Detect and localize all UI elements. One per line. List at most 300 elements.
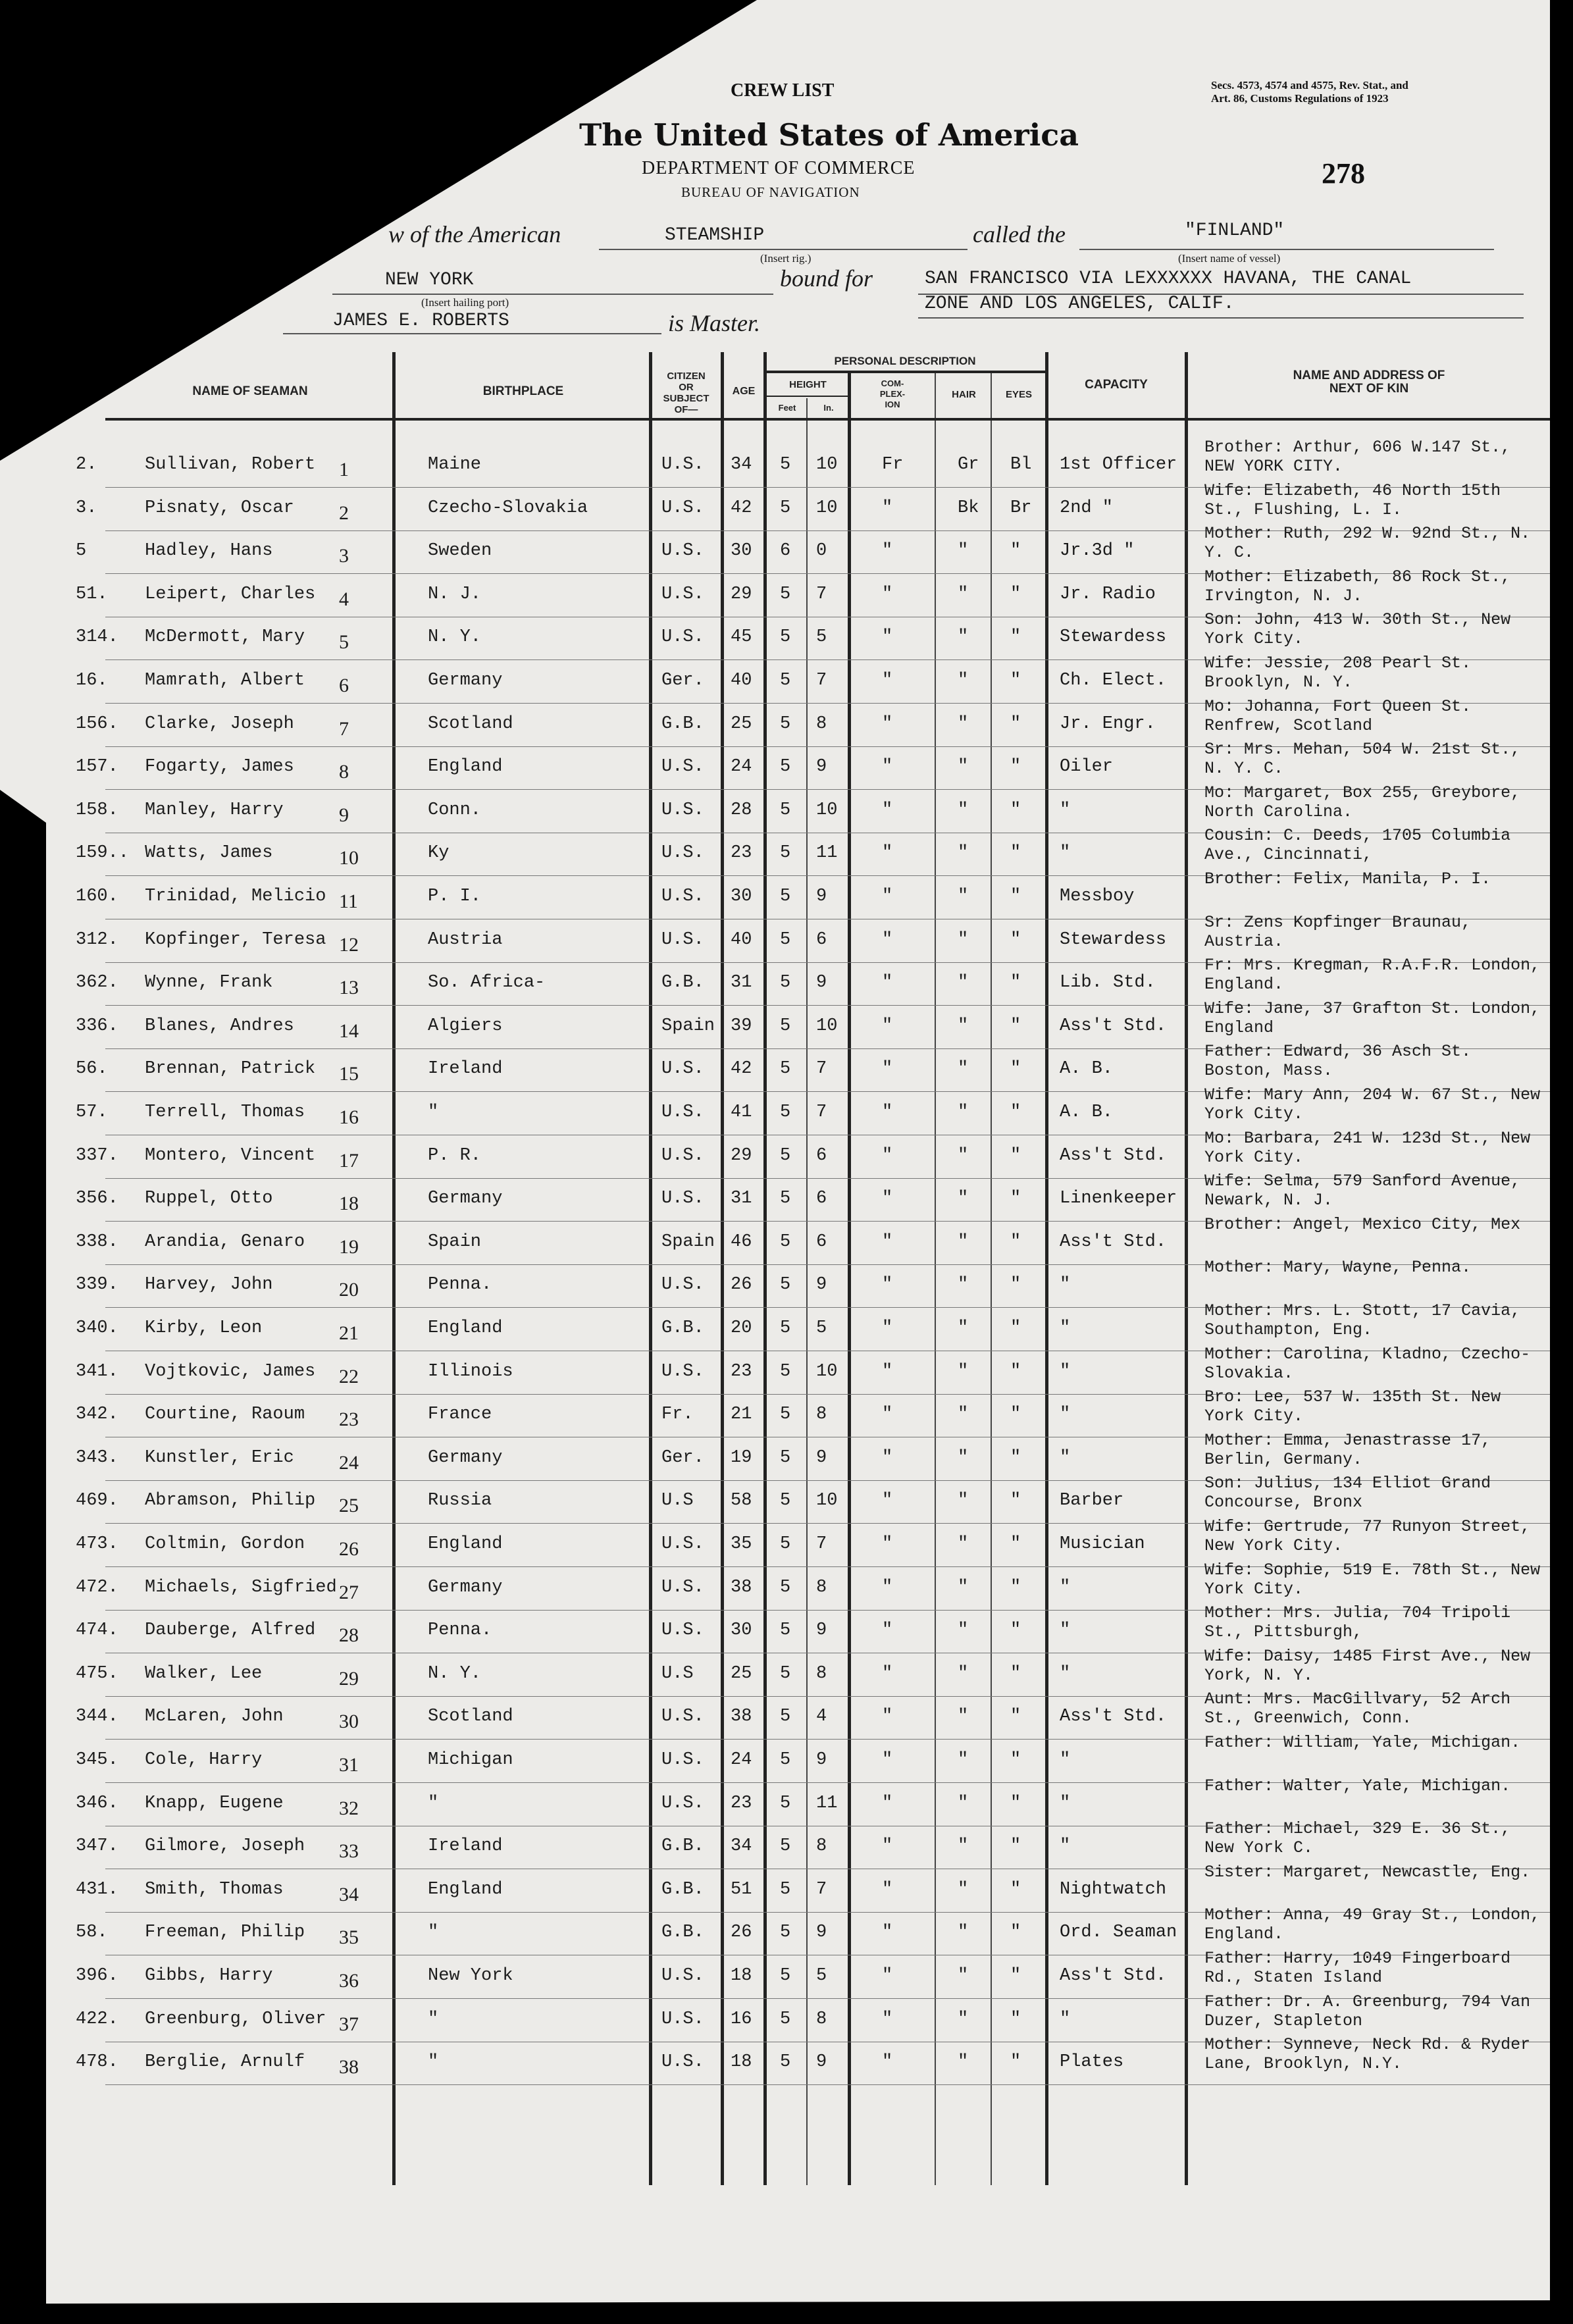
age: 31 xyxy=(731,973,752,993)
col-age: AGE xyxy=(732,386,756,397)
row-number: 36 xyxy=(339,1970,359,1992)
row-number: 9 xyxy=(339,804,349,826)
birthplace: New York xyxy=(428,1966,513,1986)
height-inches: 6 xyxy=(816,1231,827,1252)
hair: " xyxy=(958,671,969,690)
citizenship: G.B. xyxy=(661,1836,704,1857)
seaman-name: Montero, Vincent xyxy=(145,1145,316,1166)
eyes: " xyxy=(1010,2052,1021,2073)
hair: Bk xyxy=(958,498,979,518)
age: 24 xyxy=(731,757,752,777)
row-number: 30 xyxy=(339,1711,359,1733)
capacity: Musician xyxy=(1060,1534,1145,1554)
citizenship: U.S. xyxy=(661,1577,704,1597)
next-of-kin: Mother: Mrs. Julia, 704 Tripoli St., Pittsburgh, xyxy=(1204,1603,1511,1642)
eyes: " xyxy=(1010,929,1021,950)
age: 30 xyxy=(731,1620,752,1641)
row-number: 23 xyxy=(339,1408,359,1431)
height-feet: 5 xyxy=(780,1318,791,1338)
row-number: 16 xyxy=(339,1106,359,1128)
row-number: 7 xyxy=(339,717,349,740)
capacity: A. B. xyxy=(1060,1102,1114,1122)
seaman-id: 431. xyxy=(76,1879,118,1899)
seaman-id: 56. xyxy=(76,1059,108,1079)
height-inches: 9 xyxy=(816,973,827,993)
next-of-kin: Father: Harry, 1049 Fingerboard Rd., Staten Island xyxy=(1204,1949,1511,1987)
seaman-name: Terrell, Thomas xyxy=(145,1102,305,1122)
citizenship: G.B. xyxy=(661,1923,704,1943)
eyes: " xyxy=(1010,1361,1021,1381)
birthplace: Penna. xyxy=(428,1275,492,1295)
row-number: 26 xyxy=(339,1538,359,1560)
birthplace: England xyxy=(428,1534,503,1554)
row-number: 15 xyxy=(339,1063,359,1085)
birthplace: N. Y. xyxy=(428,1663,482,1684)
age: 45 xyxy=(731,627,752,648)
citizenship: U.S. xyxy=(661,1145,704,1166)
col-birthplace: BIRTHPLACE xyxy=(482,384,564,398)
citizenship: U.S. xyxy=(661,1275,704,1295)
complexion: " xyxy=(882,1361,893,1381)
citizenship: G.B. xyxy=(661,713,704,734)
birthplace: England xyxy=(428,757,503,777)
birthplace: So. Africa- xyxy=(428,973,546,993)
complexion: " xyxy=(882,1707,893,1727)
citizenship: G.B. xyxy=(661,973,704,993)
height-feet: 5 xyxy=(780,973,791,993)
row-number: 6 xyxy=(339,675,349,696)
seaman-id: 3. xyxy=(76,498,97,518)
capacity: Nightwatch xyxy=(1060,1879,1167,1899)
hair: " xyxy=(958,1145,969,1166)
height-feet: 5 xyxy=(780,713,791,734)
hair: " xyxy=(958,1016,969,1036)
eyes: " xyxy=(1010,2009,1021,2029)
seaman-name: Pisnaty, Oscar xyxy=(145,498,294,518)
next-of-kin: Mother: Mary, Wayne, Penna. xyxy=(1204,1258,1472,1278)
height-inches: 8 xyxy=(816,1577,827,1597)
birthplace: England xyxy=(428,1318,503,1338)
complexion: " xyxy=(882,627,893,648)
birthplace: Algiers xyxy=(428,1016,503,1036)
complexion: " xyxy=(882,1189,893,1209)
complexion: " xyxy=(882,1879,893,1899)
insert-rig-label: (Insert rig.) xyxy=(760,252,812,265)
row-number: 12 xyxy=(339,933,359,956)
birthplace: " xyxy=(428,1793,439,1813)
birthplace: Spain xyxy=(428,1231,482,1252)
complexion: " xyxy=(882,1836,893,1857)
row-number: 20 xyxy=(339,1279,359,1301)
eyes: " xyxy=(1010,1707,1021,1727)
age: 40 xyxy=(731,929,752,950)
eyes: " xyxy=(1010,843,1021,864)
seaman-id: 342. xyxy=(76,1405,118,1425)
citizenship: U.S. xyxy=(661,1793,704,1813)
birthplace: Michigan xyxy=(428,1750,513,1770)
capacity: Stewardess xyxy=(1060,929,1167,950)
hair: " xyxy=(958,1275,969,1295)
height-inches: 8 xyxy=(816,1405,827,1425)
height-inches: 7 xyxy=(816,1534,827,1554)
age: 30 xyxy=(731,541,752,561)
next-of-kin: Wife: Jessie, 208 Pearl St. Brooklyn, N. Y. xyxy=(1204,654,1472,692)
insert-port-label: (Insert hailing port) xyxy=(421,296,509,309)
citizenship: U.S. xyxy=(661,1707,704,1727)
height-feet: 5 xyxy=(780,1016,791,1036)
citizenship: U.S. xyxy=(661,627,704,648)
complexion: " xyxy=(882,800,893,820)
seaman-name: McDermott, Mary xyxy=(145,627,305,648)
complexion: " xyxy=(882,1577,893,1597)
birthplace: P. R. xyxy=(428,1145,482,1166)
seaman-id: 473. xyxy=(76,1534,118,1554)
height-feet: 5 xyxy=(780,1836,791,1857)
eyes: " xyxy=(1010,1620,1021,1641)
birthplace: Germany xyxy=(428,1447,503,1468)
height-inches: 5 xyxy=(816,1318,827,1338)
age: 39 xyxy=(731,1016,752,1036)
birthplace: P. I. xyxy=(428,887,482,906)
row-number: 31 xyxy=(339,1754,359,1776)
row-number: 19 xyxy=(339,1235,359,1258)
complexion: " xyxy=(882,1663,893,1684)
height-inches: 8 xyxy=(816,2009,827,2029)
complexion: " xyxy=(882,1534,893,1554)
eyes: " xyxy=(1010,1405,1021,1425)
col-hair: HAIR xyxy=(952,389,976,400)
citizenship: U.S. xyxy=(661,498,704,518)
row-number: 32 xyxy=(339,1797,359,1819)
seaman-id: 314. xyxy=(76,627,118,648)
eyes: " xyxy=(1010,627,1021,648)
complexion: " xyxy=(882,1405,893,1425)
height-inches: 7 xyxy=(816,584,827,604)
citizenship: Spain xyxy=(661,1231,715,1252)
age: 21 xyxy=(731,1405,752,1425)
eyes: " xyxy=(1010,1059,1021,1079)
department-heading: DEPARTMENT OF COMMERCE xyxy=(642,158,915,178)
capacity: Barber xyxy=(1060,1491,1124,1511)
col-name-of-seaman: NAME OF SEAMAN xyxy=(192,384,308,398)
capacity: Ass't Std. xyxy=(1060,1145,1167,1166)
age: 28 xyxy=(731,800,752,820)
birthplace: " xyxy=(428,1923,439,1943)
seaman-id: 158. xyxy=(76,800,118,820)
height-feet: 5 xyxy=(780,800,791,820)
citizenship: Ger. xyxy=(661,1447,704,1468)
row-number: 22 xyxy=(339,1365,359,1387)
complexion: " xyxy=(882,1620,893,1641)
birthplace: " xyxy=(428,2009,439,2029)
citizenship: U.S. xyxy=(661,2009,704,2029)
citizenship: G.B. xyxy=(661,1318,704,1338)
eyes: " xyxy=(1010,1793,1021,1813)
next-of-kin: Mother: Anna, 49 Gray St., London, England. xyxy=(1204,1905,1541,1944)
complexion: " xyxy=(882,757,893,777)
seaman-id: 339. xyxy=(76,1275,118,1295)
eyes: " xyxy=(1010,1663,1021,1684)
seaman-id: 422. xyxy=(76,2009,118,2029)
next-of-kin: Son: John, 413 W. 30th St., New York City. xyxy=(1204,610,1511,649)
seaman-name: Abramson, Philip xyxy=(145,1491,316,1511)
age: 29 xyxy=(731,584,752,604)
citizenship: U.S. xyxy=(661,887,704,906)
row-number: 37 xyxy=(339,2013,359,2035)
hair: " xyxy=(958,1879,969,1899)
citizenship: U.S. xyxy=(661,1620,704,1641)
seaman-name: Mamrath, Albert xyxy=(145,671,305,690)
row-number: 14 xyxy=(339,1020,359,1042)
height-feet: 5 xyxy=(780,498,791,518)
birthplace: Germany xyxy=(428,1189,503,1209)
seaman-id: 362. xyxy=(76,973,118,993)
row-number: 25 xyxy=(339,1495,359,1517)
capacity: " xyxy=(1060,1663,1071,1684)
hair: " xyxy=(958,584,969,604)
birthplace: Illinois xyxy=(428,1361,513,1381)
col-personal-description: PERSONAL DESCRIPTION xyxy=(834,355,976,367)
next-of-kin: Fr: Mrs. Kregman, R.A.F.R. London, England. xyxy=(1204,956,1541,994)
seaman-name: Clarke, Joseph xyxy=(145,713,294,734)
height-inches: 9 xyxy=(816,2052,827,2073)
age: 40 xyxy=(731,671,752,690)
capacity: Lib. Std. xyxy=(1060,973,1156,993)
eyes: Br xyxy=(1010,498,1032,518)
seaman-id: 396. xyxy=(76,1966,118,1986)
seaman-name: Hadley, Hans xyxy=(145,541,273,561)
eyes: " xyxy=(1010,1318,1021,1338)
citizenship: U.S. xyxy=(661,800,704,820)
eyes: " xyxy=(1010,1491,1021,1511)
seaman-name: Trinidad, Melicio xyxy=(145,887,326,906)
seaman-id: 16. xyxy=(76,671,108,690)
hair: " xyxy=(958,1361,969,1381)
height-inches: 8 xyxy=(816,1836,827,1857)
row-number: 24 xyxy=(339,1451,359,1474)
capacity: Ass't Std. xyxy=(1060,1966,1167,1986)
height-inches: 6 xyxy=(816,929,827,950)
height-feet: 5 xyxy=(780,455,791,475)
citizenship: U.S. xyxy=(661,1059,704,1079)
height-inches: 8 xyxy=(816,1663,827,1684)
seaman-name: Leipert, Charles xyxy=(145,584,316,604)
complexion: " xyxy=(882,2052,893,2073)
age: 19 xyxy=(731,1447,752,1468)
seaman-name: Kirby, Leon xyxy=(145,1318,263,1338)
age: 23 xyxy=(731,843,752,864)
height-inches: 9 xyxy=(816,1275,827,1295)
capacity: " xyxy=(1060,1275,1071,1295)
citizenship: Ger. xyxy=(661,671,704,690)
row-number: 18 xyxy=(339,1193,359,1215)
height-inches: 10 xyxy=(816,455,838,475)
hair: " xyxy=(958,1923,969,1943)
next-of-kin: Sister: Margaret, Newcastle, Eng. xyxy=(1204,1862,1531,1882)
capacity: A. B. xyxy=(1060,1059,1114,1079)
height-inches: 5 xyxy=(816,627,827,648)
birthplace: England xyxy=(428,1879,503,1899)
birthplace: Germany xyxy=(428,1577,503,1597)
complexion: " xyxy=(882,671,893,690)
complexion: " xyxy=(882,1447,893,1468)
height-inches: 6 xyxy=(816,1189,827,1209)
vessel-name: "FINLAND" xyxy=(1185,220,1285,241)
next-of-kin: Wife: Daisy, 1485 First Ave., New York, N. Y. xyxy=(1204,1646,1531,1685)
row-number: 4 xyxy=(339,588,349,610)
eyes: " xyxy=(1010,541,1021,561)
height-feet: 5 xyxy=(780,1750,791,1770)
age: 25 xyxy=(731,713,752,734)
complexion: " xyxy=(882,1231,893,1252)
height-feet: 5 xyxy=(780,1491,791,1511)
eyes: " xyxy=(1010,1879,1021,1899)
hair: " xyxy=(958,1491,969,1511)
row-number: 34 xyxy=(339,1883,359,1905)
capacity: Ass't Std. xyxy=(1060,1231,1167,1252)
col-feet: Feet xyxy=(778,403,796,413)
complexion: " xyxy=(882,1275,893,1295)
next-of-kin: Bro: Lee, 537 W. 135th St. New York City. xyxy=(1204,1387,1501,1426)
hair: " xyxy=(958,1663,969,1684)
complexion: " xyxy=(882,1966,893,1986)
next-of-kin: Aunt: Mrs. MacGillvary, 52 Arch St., Greenwich, Conn. xyxy=(1204,1690,1511,1728)
eyes: " xyxy=(1010,671,1021,690)
capacity: " xyxy=(1060,1620,1071,1641)
hailing-port: NEW YORK xyxy=(385,270,474,290)
height-inches: 11 xyxy=(816,843,838,864)
destination-line-1: SAN FRANCISCO VIA LEXXXXXX HAVANA, THE CANAL xyxy=(925,269,1412,289)
height-feet: 5 xyxy=(780,1145,791,1166)
hair: " xyxy=(958,627,969,648)
height-inches: 7 xyxy=(816,1059,827,1079)
age: 31 xyxy=(731,1189,752,1209)
age: 42 xyxy=(731,1059,752,1079)
bureau-heading: BUREAU OF NAVIGATION xyxy=(681,184,860,200)
nation-heading: The United States of America xyxy=(579,117,1079,153)
seaman-id: 344. xyxy=(76,1707,118,1727)
birthplace: Sweden xyxy=(428,541,492,561)
seaman-name: Sullivan, Robert xyxy=(145,455,316,475)
seaman-id: 474. xyxy=(76,1620,118,1641)
height-feet: 5 xyxy=(780,584,791,604)
eyes: " xyxy=(1010,800,1021,820)
capacity: Ass't Std. xyxy=(1060,1016,1167,1036)
hair: " xyxy=(958,887,969,906)
birthplace: N. J. xyxy=(428,584,482,604)
next-of-kin: Son: Julius, 134 Elliot Grand Concourse, Bronx xyxy=(1204,1474,1491,1512)
birthplace: " xyxy=(428,2052,439,2073)
height-feet: 5 xyxy=(780,1447,791,1468)
capacity: " xyxy=(1060,1793,1071,1813)
seaman-name: Dauberge, Alfred xyxy=(145,1620,316,1641)
age: 29 xyxy=(731,1145,752,1166)
citizenship: U.S. xyxy=(661,1361,704,1381)
age: 34 xyxy=(731,455,752,475)
row-number: 28 xyxy=(339,1624,359,1647)
capacity: " xyxy=(1060,1836,1071,1857)
row-number: 29 xyxy=(339,1667,359,1690)
age: 20 xyxy=(731,1318,752,1338)
complexion: " xyxy=(882,1491,893,1511)
vessel-rig: STEAMSHIP xyxy=(665,225,765,245)
age: 18 xyxy=(731,1966,752,1986)
eyes: Bl xyxy=(1010,455,1032,475)
seaman-id: 341. xyxy=(76,1361,118,1381)
height-feet: 5 xyxy=(780,1966,791,1986)
seaman-id: 312. xyxy=(76,929,118,950)
eyes: " xyxy=(1010,1145,1021,1166)
hair: " xyxy=(958,2052,969,2073)
eyes: " xyxy=(1010,1923,1021,1943)
eyes: " xyxy=(1010,1966,1021,1986)
row-number: 10 xyxy=(339,847,359,869)
hair: " xyxy=(958,1189,969,1209)
eyes: " xyxy=(1010,1275,1021,1295)
seaman-id: 472. xyxy=(76,1577,118,1597)
capacity: Messboy xyxy=(1060,887,1135,906)
birthplace: Austria xyxy=(428,929,503,950)
hair: " xyxy=(958,1750,969,1770)
seaman-id: 336. xyxy=(76,1016,118,1036)
seaman-name: Greenburg, Oliver xyxy=(145,2009,326,2029)
birthplace: Penna. xyxy=(428,1620,492,1641)
height-inches: 7 xyxy=(816,1102,827,1122)
seaman-id: 343. xyxy=(76,1447,118,1468)
next-of-kin: Wife: Gertrude, 77 Runyon Street, New York City. xyxy=(1204,1517,1531,1555)
capacity: " xyxy=(1060,2009,1071,2029)
age: 23 xyxy=(731,1793,752,1813)
hair: " xyxy=(958,973,969,993)
hair: " xyxy=(958,1707,969,1727)
birthplace: Ireland xyxy=(428,1059,503,1079)
row-number: 11 xyxy=(339,891,358,912)
row-number: 2 xyxy=(339,502,349,524)
complexion: " xyxy=(882,1923,893,1943)
next-of-kin: Cousin: C. Deeds, 1705 Columbia Ave., Cincinnati, xyxy=(1204,826,1511,865)
capacity: " xyxy=(1060,1447,1071,1468)
seaman-name: Michaels, Sigfried xyxy=(145,1577,337,1597)
height-inches: 10 xyxy=(816,1361,838,1381)
height-feet: 5 xyxy=(780,1059,791,1079)
height-feet: 5 xyxy=(780,1620,791,1641)
seaman-id: 478. xyxy=(76,2052,118,2073)
complexion: " xyxy=(882,541,893,561)
col-complexion: COM- PLEX- ION xyxy=(879,378,906,409)
seaman-name: Fogarty, James xyxy=(145,757,294,777)
citizenship: U.S. xyxy=(661,455,704,475)
next-of-kin: Sr: Mrs. Mehan, 504 W. 21st St., N. Y. C. xyxy=(1204,740,1521,779)
height-inches: 6 xyxy=(816,1145,827,1166)
hair: " xyxy=(958,1620,969,1641)
hair: " xyxy=(958,1231,969,1252)
capacity: Ass't Std. xyxy=(1060,1707,1167,1727)
hair: " xyxy=(958,1318,969,1338)
crew-prefix: w of the American xyxy=(388,221,561,247)
birthplace: France xyxy=(428,1405,492,1425)
height-feet: 5 xyxy=(780,887,791,906)
seaman-id: 160. xyxy=(76,887,118,906)
complexion: " xyxy=(882,929,893,950)
birthplace: Ireland xyxy=(428,1836,503,1857)
seaman-id: 347. xyxy=(76,1836,118,1857)
seaman-name: Harvey, John xyxy=(145,1275,273,1295)
capacity: " xyxy=(1060,1318,1071,1338)
next-of-kin: Mother: Carolina, Kladno, Czecho-Slovakia. xyxy=(1204,1344,1531,1383)
hair: " xyxy=(958,929,969,950)
citizenship: U.S. xyxy=(661,1189,704,1209)
seaman-id: 2. xyxy=(76,455,97,475)
